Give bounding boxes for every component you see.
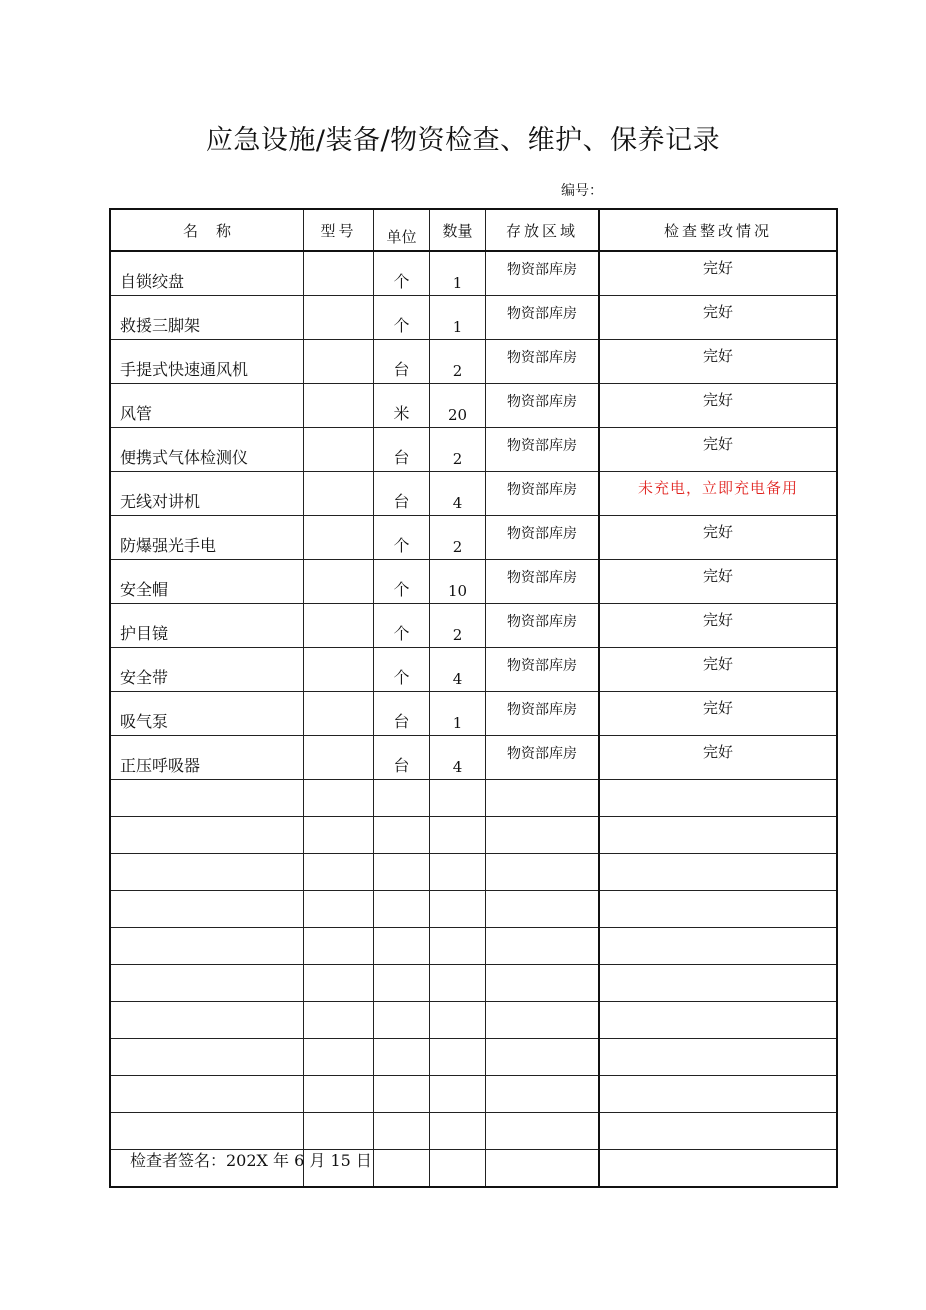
cell-model <box>304 692 374 736</box>
empty-cell-qty <box>430 817 486 854</box>
cell-qty: 2 <box>430 428 486 472</box>
cell-unit: 台 <box>374 472 430 516</box>
empty-cell-check <box>599 965 837 1002</box>
cell-check: 完好 <box>599 516 837 560</box>
cell-check: 完好 <box>599 384 837 428</box>
empty-table-row <box>110 854 837 891</box>
empty-cell-model <box>304 928 374 965</box>
cell-unit: 台 <box>374 736 430 780</box>
cell-name: 护目镜 <box>110 604 304 648</box>
empty-cell-area <box>486 854 600 891</box>
empty-cell-area <box>486 817 600 854</box>
empty-cell-area <box>486 928 600 965</box>
cell-name: 吸气泵 <box>110 692 304 736</box>
empty-cell-area <box>486 1150 600 1188</box>
empty-cell-unit <box>374 1076 430 1113</box>
cell-check: 完好 <box>599 251 837 296</box>
empty-cell-qty <box>430 891 486 928</box>
table-row <box>110 736 837 780</box>
header-check: 检查整改情况 <box>599 209 837 251</box>
table-row <box>110 340 837 384</box>
empty-cell-check <box>599 780 837 817</box>
cell-unit: 个 <box>374 251 430 296</box>
cell-model <box>304 251 374 296</box>
cell-model <box>304 516 374 560</box>
empty-cell-name <box>110 780 304 817</box>
cell-name: 手提式快速通风机 <box>110 340 304 384</box>
empty-cell-name <box>110 891 304 928</box>
empty-cell-qty <box>430 1076 486 1113</box>
table-row <box>110 604 837 648</box>
empty-cell-model <box>304 965 374 1002</box>
empty-cell-unit <box>374 817 430 854</box>
cell-check: 完好 <box>599 428 837 472</box>
cell-area: 物资部库房 <box>486 251 600 296</box>
empty-cell-check <box>599 1039 837 1076</box>
empty-cell-check <box>599 1076 837 1113</box>
empty-cell-model <box>304 1039 374 1076</box>
cell-qty: 10 <box>430 560 486 604</box>
empty-cell-unit <box>374 928 430 965</box>
empty-cell-model <box>304 891 374 928</box>
cell-name: 安全带 <box>110 648 304 692</box>
cell-model <box>304 428 374 472</box>
cell-area: 物资部库房 <box>486 340 600 384</box>
cell-model <box>304 736 374 780</box>
empty-cell-qty <box>430 1002 486 1039</box>
table-row <box>110 692 837 736</box>
cell-name: 正压呼吸器 <box>110 736 304 780</box>
cell-name: 风管 <box>110 384 304 428</box>
empty-table-row <box>110 891 837 928</box>
cell-qty: 4 <box>430 736 486 780</box>
empty-cell-area <box>486 1002 600 1039</box>
cell-model <box>304 340 374 384</box>
empty-cell-unit <box>374 1039 430 1076</box>
table-row <box>110 648 837 692</box>
empty-cell-check <box>599 891 837 928</box>
header-name: 名称 <box>110 209 304 251</box>
empty-cell-area <box>486 891 600 928</box>
cell-model <box>304 384 374 428</box>
empty-cell-name <box>110 854 304 891</box>
cell-qty: 4 <box>430 472 486 516</box>
header-area: 存放区域 <box>486 209 600 251</box>
empty-table-row <box>110 1039 837 1076</box>
cell-qty: 20 <box>430 384 486 428</box>
cell-unit: 个 <box>374 296 430 340</box>
cell-area: 物资部库房 <box>486 472 600 516</box>
empty-cell-model <box>304 1002 374 1039</box>
empty-cell-unit <box>374 1113 430 1150</box>
cell-qty: 2 <box>430 340 486 384</box>
empty-cell-qty <box>430 965 486 1002</box>
empty-cell-model <box>304 1076 374 1113</box>
header-qty: 数量 <box>430 209 486 251</box>
cell-model <box>304 604 374 648</box>
table-row <box>110 296 837 340</box>
empty-cell-check <box>599 1150 837 1188</box>
cell-check: 完好 <box>599 604 837 648</box>
page-title: 应急设施/装备/物资检查、维护、保养记录 <box>205 125 721 156</box>
empty-table-row <box>110 1076 837 1113</box>
empty-cell-unit <box>374 965 430 1002</box>
inspection-table <box>109 208 838 1188</box>
empty-cell-name <box>110 817 304 854</box>
empty-cell-unit <box>374 780 430 817</box>
table-row <box>110 472 837 516</box>
empty-cell-area <box>486 1113 600 1150</box>
cell-model <box>304 296 374 340</box>
empty-cell-unit <box>374 854 430 891</box>
empty-table-row <box>110 1002 837 1039</box>
empty-cell-check <box>599 1002 837 1039</box>
cell-area: 物资部库房 <box>486 692 600 736</box>
empty-cell-check <box>599 928 837 965</box>
empty-cell-qty <box>430 928 486 965</box>
cell-name: 便携式气体检测仪 <box>110 428 304 472</box>
cell-area: 物资部库房 <box>486 604 600 648</box>
cell-area: 物资部库房 <box>486 560 600 604</box>
empty-cell-unit <box>374 1150 430 1188</box>
cell-model <box>304 560 374 604</box>
empty-cell-name <box>110 1076 304 1113</box>
empty-cell-qty <box>430 854 486 891</box>
table-row <box>110 516 837 560</box>
empty-cell-qty <box>430 780 486 817</box>
cell-qty: 2 <box>430 604 486 648</box>
cell-qty: 4 <box>430 648 486 692</box>
empty-cell-unit <box>374 1002 430 1039</box>
empty-table-row <box>110 965 837 1002</box>
cell-qty: 1 <box>430 692 486 736</box>
empty-cell-name <box>110 1002 304 1039</box>
empty-cell-name <box>110 1039 304 1076</box>
cell-area: 物资部库房 <box>486 296 600 340</box>
empty-cell-check <box>599 817 837 854</box>
empty-cell-area <box>486 1039 600 1076</box>
cell-unit: 个 <box>374 604 430 648</box>
cell-check: 完好 <box>599 736 837 780</box>
cell-name: 自锁绞盘 <box>110 251 304 296</box>
cell-name: 救援三脚架 <box>110 296 304 340</box>
cell-area: 物资部库房 <box>486 384 600 428</box>
cell-qty: 1 <box>430 296 486 340</box>
empty-cell-check <box>599 1113 837 1150</box>
cell-check: 未充电，立即充电备用 <box>599 472 837 516</box>
cell-unit: 台 <box>374 428 430 472</box>
cell-unit: 台 <box>374 340 430 384</box>
table-row <box>110 251 837 296</box>
table-header-row <box>110 209 837 251</box>
empty-cell-check <box>599 854 837 891</box>
cell-check: 完好 <box>599 340 837 384</box>
empty-table-row <box>110 1113 837 1150</box>
cell-model <box>304 472 374 516</box>
empty-cell-name <box>110 928 304 965</box>
empty-cell-area <box>486 1076 600 1113</box>
empty-cell-model <box>304 780 374 817</box>
serial-number-label: 编号： <box>561 183 603 199</box>
cell-check: 完好 <box>599 648 837 692</box>
cell-unit: 个 <box>374 648 430 692</box>
cell-check: 完好 <box>599 296 837 340</box>
empty-table-row <box>110 817 837 854</box>
empty-cell-name <box>110 965 304 1002</box>
empty-cell-name <box>110 1113 304 1150</box>
table-row <box>110 560 837 604</box>
table-row <box>110 384 837 428</box>
cell-check: 完好 <box>599 560 837 604</box>
cell-qty: 2 <box>430 516 486 560</box>
header-unit: 单位 <box>374 209 430 251</box>
cell-name: 防爆强光手电 <box>110 516 304 560</box>
empty-cell-area <box>486 780 600 817</box>
cell-unit: 台 <box>374 692 430 736</box>
empty-cell-qty <box>430 1113 486 1150</box>
empty-cell-area <box>486 965 600 1002</box>
empty-table-row <box>110 780 837 817</box>
cell-unit: 个 <box>374 516 430 560</box>
empty-cell-model <box>304 854 374 891</box>
cell-unit: 米 <box>374 384 430 428</box>
empty-cell-model <box>304 817 374 854</box>
empty-cell-model <box>304 1113 374 1150</box>
empty-cell-qty <box>430 1039 486 1076</box>
header-model: 型号 <box>304 209 374 251</box>
cell-area: 物资部库房 <box>486 516 600 560</box>
cell-area: 物资部库房 <box>486 428 600 472</box>
cell-check: 完好 <box>599 692 837 736</box>
cell-qty: 1 <box>430 251 486 296</box>
empty-cell-unit <box>374 891 430 928</box>
empty-table-row <box>110 928 837 965</box>
table-body <box>110 251 837 1187</box>
empty-cell-qty <box>430 1150 486 1188</box>
cell-area: 物资部库房 <box>486 648 600 692</box>
cell-area: 物资部库房 <box>486 736 600 780</box>
cell-model <box>304 648 374 692</box>
table-row <box>110 428 837 472</box>
inspector-signature-line: 检查者签名：202X 年 6 月 15 日 <box>130 1151 372 1170</box>
cell-name: 无线对讲机 <box>110 472 304 516</box>
cell-name: 安全帽 <box>110 560 304 604</box>
cell-unit: 个 <box>374 560 430 604</box>
